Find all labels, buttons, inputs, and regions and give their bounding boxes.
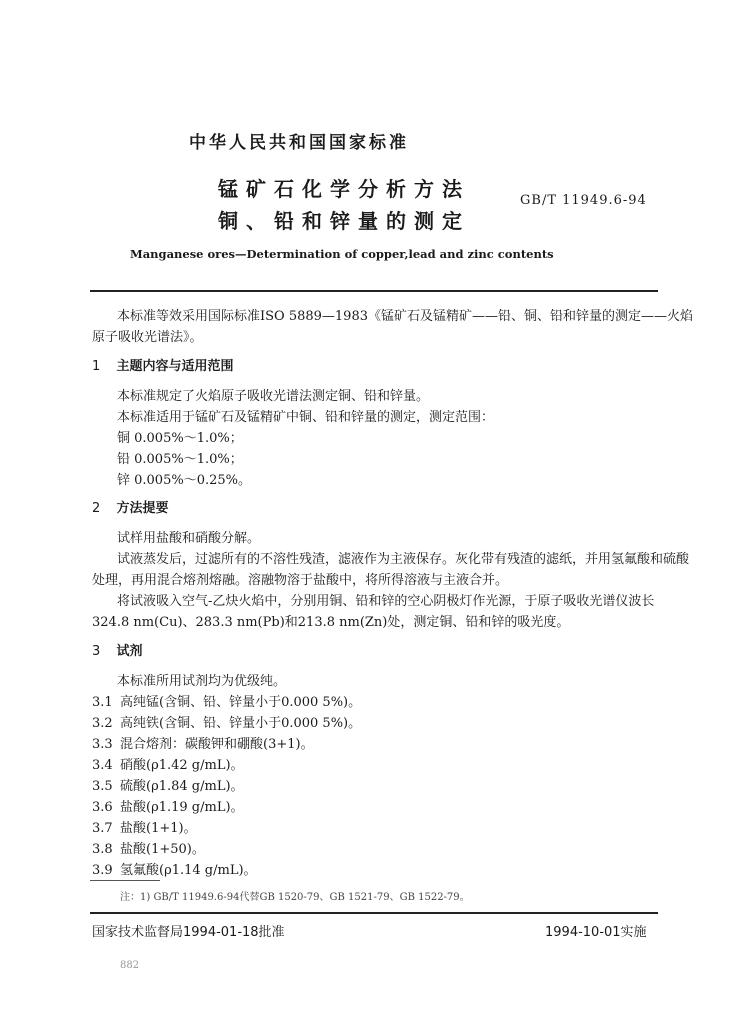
document-title-line-1: 锰矿石化学分析方法 — [218, 177, 470, 201]
section-1-paragraph-1: 本标准规定了火焰原子吸收光谱法测定铜、铅和锌量。 — [117, 389, 430, 404]
reagent-number: 3.8 — [92, 842, 113, 857]
reagent-number: 3.1 — [92, 695, 113, 710]
range-zinc: 锌 0.005%～0.25%。 — [117, 473, 251, 488]
english-title: Manganese ores—Determination of copper,lead and zinc contents — [130, 247, 554, 261]
section-2-number: 2 — [92, 501, 101, 516]
reagent-number: 3.3 — [92, 737, 113, 752]
implementation-date: 1994-10-01实施 — [545, 925, 647, 940]
reagent-item — [92, 859, 257, 878]
reagent-number: 3.9 — [92, 863, 113, 878]
section-2-paragraph-3b: 324.8 nm(Cu)、283.3 nm(Pb)和213.8 nm(Zn)处，测定铜、铅和锌的吸光度。 — [92, 615, 570, 630]
reagent-text: 盐酸(ρ1.19 g/mL)。 — [120, 800, 244, 815]
range-copper: 铜 0.005%～1.0%； — [117, 431, 243, 446]
section-3-paragraph-1: 本标准所用试剂均为优级纯。 — [117, 674, 287, 689]
reagent-text: 硫酸(ρ1.84 g/mL)。 — [120, 779, 244, 794]
reagent-text: 高纯铁(含铜、铅、锌量小于0.000 5%)。 — [120, 716, 362, 731]
section-2-title: 方法提要 — [116, 501, 169, 516]
reagent-item — [92, 796, 244, 815]
section-1-title: 主题内容与适用范围 — [116, 359, 234, 374]
section-1-paragraph-2: 本标准适用于锰矿石及锰精矿中铜、铅和锌量的测定，测定范围： — [117, 410, 495, 425]
reagent-text: 高纯锰(含铜、铅、锌量小于0.000 5%)。 — [120, 695, 362, 710]
approval-date: 国家技术监督局1994-01-18批准 — [92, 925, 285, 940]
reagent-item — [92, 775, 244, 794]
reagent-item — [92, 817, 197, 836]
intro-line-2: 原子吸收光谱法》。 — [92, 330, 203, 345]
standard-code: GB/T 11949.6-94 — [520, 193, 647, 208]
reagent-number: 3.6 — [92, 800, 113, 815]
section-2-paragraph-2b: 处理，再用混合熔剂熔融。溶融物溶于盐酸中，将所得溶液与主液合并。 — [92, 573, 509, 588]
footnote: 注：1) GB/T 11949.6-94代替GB 1520-79、GB 1521-79、GB 1522-79。 — [120, 892, 470, 903]
footer-divider — [90, 912, 658, 914]
reagent-number: 3.7 — [92, 821, 113, 836]
section-3-number: 3 — [92, 644, 101, 659]
section-2-paragraph-2a: 试液蒸发后，过滤所有的不溶性残渣，滤液作为主液保存。灰化带有残渣的滤纸，并用氢氟酸和硫酸 — [117, 552, 690, 567]
section-2-paragraph-3a: 将试液吸入空气-乙炔火焰中，分别用铜、铅和锌的空心阴极灯作光源，于原子吸收光谱仪波长 — [117, 594, 655, 609]
reagent-item — [92, 691, 361, 710]
range-lead: 铅 0.005%～1.0%； — [117, 452, 243, 467]
reagent-item — [92, 733, 314, 752]
reagent-text: 氢氟酸(ρ1.14 g/mL)。 — [120, 863, 257, 878]
reagent-text: 混合熔剂：碳酸钾和硼酸(3+1)。 — [120, 737, 314, 752]
reagent-item — [92, 754, 244, 773]
section-1-number: 1 — [92, 359, 101, 374]
section-2-paragraph-1: 试样用盐酸和硝酸分解。 — [117, 531, 261, 546]
reagent-number: 3.5 — [92, 779, 113, 794]
document-title-line-2: 铜、铅和锌量的测定 — [218, 209, 470, 233]
section-1-heading — [92, 355, 234, 374]
footnote-divider — [90, 880, 160, 881]
section-3-title: 试剂 — [116, 644, 143, 659]
reagent-text: 盐酸(1+1)。 — [120, 821, 197, 836]
section-2-heading — [92, 497, 169, 516]
reagent-item — [92, 838, 205, 857]
issuing-body-title: 中华人民共和国国家标准 — [189, 133, 409, 153]
section-3-heading — [92, 640, 143, 659]
page-number: 882 — [120, 960, 140, 971]
reagent-number: 3.2 — [92, 716, 113, 731]
reagent-item — [92, 712, 361, 731]
reagent-number: 3.4 — [92, 758, 113, 773]
reagent-text: 盐酸(1+50)。 — [120, 842, 205, 857]
reagent-text: 硝酸(ρ1.42 g/mL)。 — [120, 758, 244, 773]
header-divider — [90, 290, 658, 292]
intro-line-1: 本标准等效采用国际标准ISO 5889—1983《锰矿石及锰精矿——铅、铜、铅和锌量的测定——火焰 — [117, 309, 693, 324]
